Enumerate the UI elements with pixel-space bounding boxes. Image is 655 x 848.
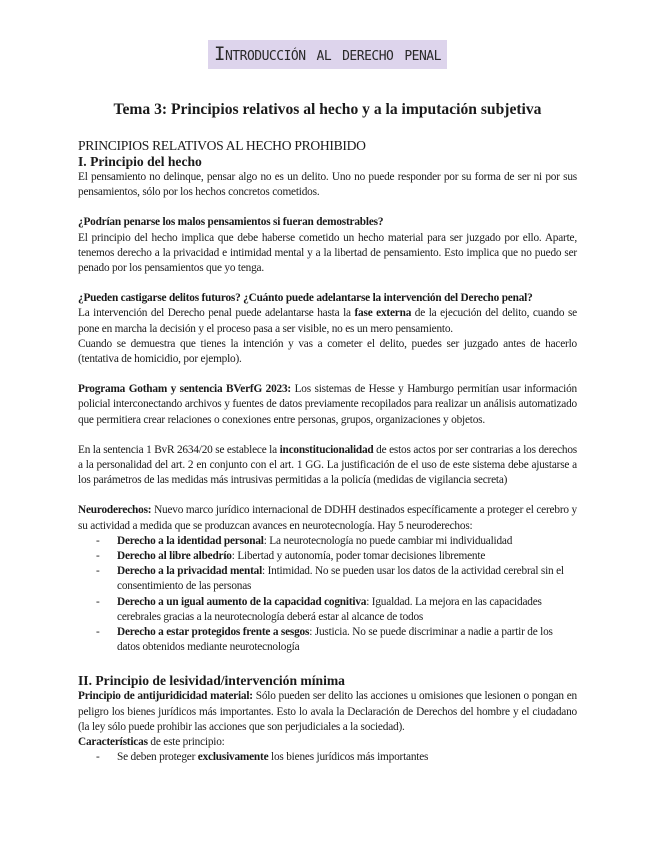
s1-paragraph-7	[78, 503, 577, 533]
s1-question-1-text: ¿Podrían penarse los malos pensamientos si fueran demostrables?	[78, 216, 384, 229]
neuro-item-text: : La neurotecnología no puede cambiar mi individualidad	[263, 534, 513, 547]
neuro-item-label: Derecho a la privacidad mental	[117, 565, 263, 578]
s1-question-2-text: ¿Pueden castigarse delitos futuros? ¿Cuánto puede adelantarse la intervención del Derecho penal?	[78, 292, 533, 305]
s1-paragraph-6	[78, 443, 577, 489]
s1-paragraph-1: El pensamiento no delinque, pensar algo no es un delito. Uno no puede responder por su forma de ser ni por sus pensamientos, sólo por los hechos concretos cometidos.	[78, 171, 577, 199]
neuro-item-text: : Justicia. No se puede discriminar a nadie a partir de los datos obtenidos mediante neurotecnología	[117, 626, 553, 654]
antijuridicidad-label: Principio de antijuridicidad material:	[78, 690, 253, 703]
section-2-heading: II. Principio de lesividad/intervención mínima	[78, 673, 345, 689]
s1-paragraph-2: El principio del hecho implica que debe haberse cometido un hecho material para ser juzgado por ello. Aparte, tenemos derecho a la privacidad e intimidad mental y a la libertad de pensamiento. Esto implica que no puedo ser penado por los pensamientos que yo tenga.	[78, 231, 577, 275]
antijuridicidad-text: Sólo pueden ser delito las acciones u omisiones que lesionen o pongan en peligro los bienes jurídicos más importantes. Esto lo avala la Declaración de Derechos del hombre y el ciudadano (la ley sólo puede prohibir las acciones que son perjudiciales a la sociedad).	[78, 690, 577, 733]
neuroderechos-list	[78, 534, 577, 656]
dash-bullet: -	[96, 751, 100, 764]
s1-paragraph-4: Cuando se demuestra que tienes la intención y vas a cometer el delito, puedes ser juzgado antes de hacerlo (tentativa de homicidio, por ejemplo).	[78, 337, 577, 366]
s1-question-1	[78, 215, 577, 230]
list-item	[78, 564, 577, 594]
list-item	[78, 750, 577, 765]
neuro-item-text: : Intimidad. No se pueden usar los datos de la actividad cerebral sin el consentimiento de las personas	[117, 565, 564, 593]
list-item	[78, 549, 577, 564]
topic-title: Tema 3: Principios relativos al hecho y a la imputación subjetiva	[113, 101, 542, 118]
neuro-item-text: : Libertad y autonomía, poder tomar decisiones libremente	[231, 550, 486, 563]
dash-bullet: -	[96, 626, 100, 639]
list-item	[78, 625, 577, 655]
s1-p3-a: La intervención del Derecho penal puede adelantarse hasta la	[78, 307, 355, 320]
course-title-banner: Introducción al derecho penal	[208, 40, 447, 69]
neuroderechos-text: Nuevo marco jurídico internacional de DDHH destinados específicamente a proteger el cerebro y su actividad a medida que se produzcan avances en neurotecnología. Hay 5 neuroderechos:	[78, 504, 577, 532]
neuro-item-label: Derecho a estar protegidos frente a sesgos	[117, 626, 310, 639]
s1-paragraph-3	[78, 306, 577, 336]
s2-bullet-a: Se deben proteger	[117, 751, 198, 764]
section-1-heading: I. Principio del hecho	[78, 154, 202, 169]
neuro-item-text: : Igualdad. La mejora en las capacidades cerebrales gracias a la neurotecnología deberá estar al alcance de todos	[117, 595, 542, 623]
dash-bullet: -	[96, 550, 100, 563]
s2-bullet-bold: exclusivamente	[197, 751, 269, 764]
dash-bullet: -	[96, 565, 100, 578]
dash-bullet: -	[96, 595, 100, 608]
dash-bullet: -	[96, 534, 100, 547]
s1-p6-bold: inconstitucionalidad	[279, 443, 374, 456]
list-item	[78, 595, 577, 625]
caracteristicas-label: Características	[78, 736, 148, 749]
caracteristicas-list	[78, 750, 577, 765]
s2-bullet-c: los bienes jurídicos más importantes	[268, 751, 429, 764]
s1-p6-a: En la sentencia 1 BvR 2634/20 se establece la	[78, 443, 280, 456]
caracteristicas-text: de este principio:	[147, 736, 225, 749]
s1-p3-bold: fase externa	[354, 307, 412, 320]
s1-p3-c: de la ejecución del delito, cuando se pone en marcha la decisión y el proceso pasa a ser visible, no es un mero pensamiento.	[78, 307, 577, 335]
gotham-label: Programa Gotham y sentencia BVerfG 2023:	[78, 383, 291, 396]
neuro-item-label: Derecho a un igual aumento de la capacidad cognitiva	[117, 595, 367, 608]
list-item	[78, 534, 577, 549]
section-main-heading: PRINCIPIOS RELATIVOS AL HECHO PROHIBIDO	[78, 138, 366, 153]
s1-question-2	[78, 291, 577, 306]
neuroderechos-label: Neuroderechos:	[78, 504, 152, 517]
s2-paragraph-1	[78, 689, 577, 735]
s1-paragraph-5	[78, 382, 577, 428]
s2-paragraph-2	[78, 735, 577, 750]
neuro-item-label: Derecho a la identidad personal	[117, 534, 264, 547]
s1-p6-c: de estos actos por ser contrarias a los derechos a la personalidad del art. 2 en conjunto con el art. 1 GG. La justificación de el uso de este sistema debe ajustarse a los parámetros de las medidas más intrusivas permitidas a la policía (medidas de vigilancia secreta)	[78, 443, 577, 487]
neuro-item-label: Derecho al libre albedrío	[117, 550, 232, 563]
gotham-text: Los sistemas de Hesse y Hamburgo permitían usar información policial interconectando archivos y fuentes de datos previamente recopilados para realizar un análisis automatizado que permitiera crear relaciones o conexiones entre personas, grupos, organizaciones y objetos.	[78, 383, 577, 426]
banner-container	[78, 0, 577, 74]
